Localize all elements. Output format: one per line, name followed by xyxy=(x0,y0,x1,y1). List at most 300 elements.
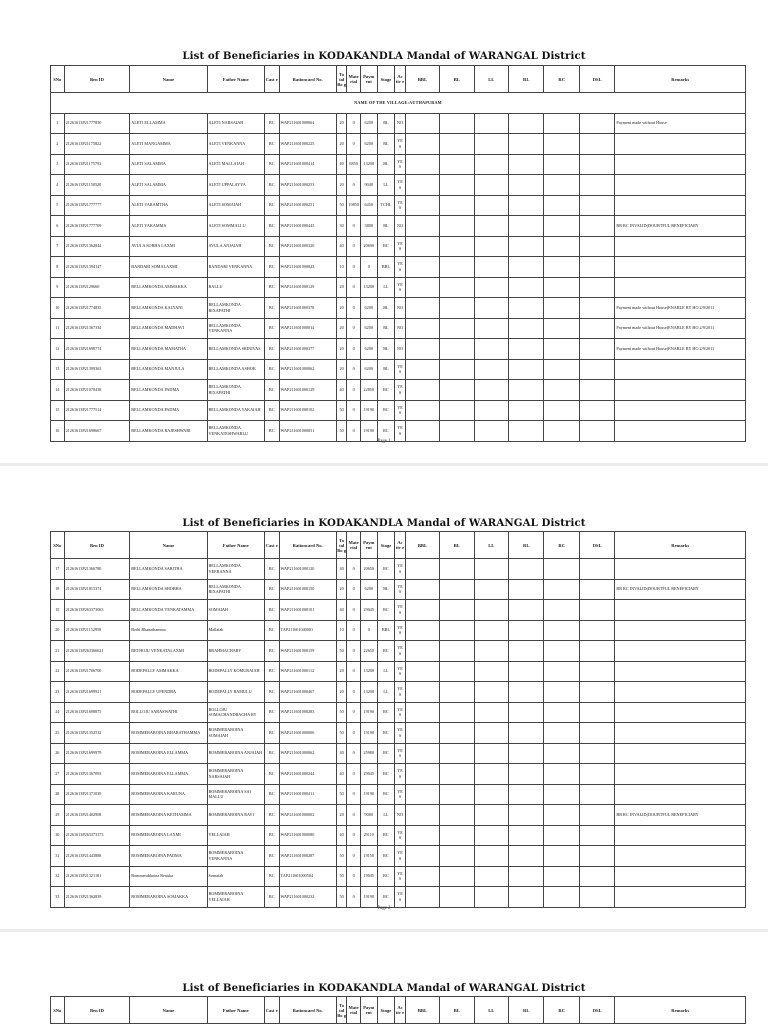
cell-payment: 13200 xyxy=(360,154,377,175)
table-row xyxy=(51,743,746,764)
cell-rationcard-no: WAP211601000101 xyxy=(279,600,336,621)
cell-remarks xyxy=(615,723,746,744)
cell-caste: BC xyxy=(264,866,279,887)
cell-dsl xyxy=(579,887,614,908)
cell-father-name: BANDARI VENKANNA xyxy=(207,257,264,278)
cell-rl xyxy=(509,236,544,257)
cell-name: ALETI YAKAMMA xyxy=(130,216,207,237)
cell-total-bog: 50 xyxy=(336,702,346,723)
cell-bbl xyxy=(405,620,439,641)
table-row xyxy=(51,846,746,867)
cell-caste: BC xyxy=(264,359,279,380)
page-title: List of Beneficiaries in KODAKANDLA Mandal of WARANGAL District xyxy=(182,982,586,994)
cell-rc xyxy=(544,339,579,360)
header-bl: BL xyxy=(440,66,474,93)
cell-sno: 23 xyxy=(51,682,65,703)
header-material: Mate rial xyxy=(347,532,361,559)
cell-sno: 5 xyxy=(51,195,65,216)
header-stage: Stage xyxy=(377,66,395,93)
table-row xyxy=(51,805,746,826)
cell-ll xyxy=(474,113,508,134)
header-dsl: DSL xyxy=(579,66,614,93)
cell-ben-id: 21261613P21175822 xyxy=(64,134,130,155)
cell-bbl xyxy=(405,723,439,744)
cell-payment: 20690 xyxy=(360,236,377,257)
header-bbl: BBL xyxy=(405,532,439,559)
cell-active: YE S xyxy=(395,421,405,442)
cell-rc xyxy=(544,641,579,662)
cell-total-bog: 20 xyxy=(336,805,346,826)
cell-stage: RC xyxy=(377,846,395,867)
header-ll: LL xyxy=(474,997,508,1024)
cell-name: BANDARI SOMALAXMI xyxy=(130,257,207,278)
cell-dsl xyxy=(579,579,614,600)
cell-bbl xyxy=(405,661,439,682)
cell-total-bog: 50 xyxy=(336,723,346,744)
cell-rc xyxy=(544,400,579,421)
cell-remarks xyxy=(615,887,746,908)
cell-rc xyxy=(544,134,579,155)
header-dsl: DSL xyxy=(579,532,614,559)
cell-rc xyxy=(544,277,579,298)
cell-dsl xyxy=(579,195,614,216)
page-number: Page 1 xyxy=(377,439,391,444)
header-dsl: DSL xyxy=(579,997,614,1024)
cell-caste: BC xyxy=(264,236,279,257)
cell-father-name: BOMMERABOINA SAI MALLU xyxy=(207,784,264,805)
cell-remarks xyxy=(615,175,746,196)
cell-rc xyxy=(544,887,579,908)
cell-bl xyxy=(440,216,474,237)
cell-rc xyxy=(544,579,579,600)
header-name: Name xyxy=(130,532,207,559)
cell-stage: RC xyxy=(377,825,395,846)
cell-sno: 14 xyxy=(51,380,65,401)
cell-ben-id: 21261613P263373063 xyxy=(64,600,130,621)
cell-sno: 30 xyxy=(51,825,65,846)
header-active: Ac tiv e xyxy=(395,66,405,93)
page-title: List of Beneficiaries in KODAKANDLA Mandal of WARANGAL District xyxy=(182,517,586,529)
cell-sno: 10 xyxy=(51,298,65,319)
cell-material: 0 xyxy=(347,421,361,442)
cell-total-bog: 50 xyxy=(336,400,346,421)
cell-ll xyxy=(474,825,508,846)
cell-name: BETHOJU VENKATALAXMI xyxy=(130,641,207,662)
cell-caste: BC xyxy=(264,380,279,401)
cell-rc xyxy=(544,318,579,339)
table-header-row xyxy=(51,997,746,1024)
cell-rl xyxy=(509,113,544,134)
cell-rl xyxy=(509,723,544,744)
cell-total-bog: 30 xyxy=(336,216,346,237)
beneficiaries-table xyxy=(50,65,746,442)
cell-bl xyxy=(440,682,474,703)
cell-stage: RC xyxy=(377,764,395,785)
cell-remarks xyxy=(615,195,746,216)
cell-stage: BL xyxy=(377,298,395,319)
cell-rationcard-no: WAP211601000287 xyxy=(279,846,336,867)
header-rl: RL xyxy=(509,997,544,1024)
cell-active: YE S xyxy=(395,846,405,867)
cell-father-name: BELLAMKONDA VENKANNA xyxy=(207,318,264,339)
table-row xyxy=(51,195,746,216)
cell-ll xyxy=(474,846,508,867)
cell-active: YE S xyxy=(395,764,405,785)
cell-sno: 12 xyxy=(51,339,65,360)
cell-payment: 29045 xyxy=(360,600,377,621)
cell-sno: 26 xyxy=(51,743,65,764)
cell-stage: RC xyxy=(377,600,395,621)
header-rl: RL xyxy=(509,532,544,559)
cell-remarks xyxy=(615,846,746,867)
cell-rc xyxy=(544,743,579,764)
cell-total-bog: 20 xyxy=(336,339,346,360)
cell-remarks xyxy=(615,359,746,380)
cell-father-name: BOMMERABOINA SOMAIAH xyxy=(207,723,264,744)
cell-name: BELLAMKONDA SHOBHA xyxy=(130,579,207,600)
cell-rl xyxy=(509,175,544,196)
cell-caste: BC xyxy=(264,723,279,744)
cell-bbl xyxy=(405,784,439,805)
cell-active: NO xyxy=(395,216,405,237)
cell-rc xyxy=(544,600,579,621)
header-total-bog: To tal Bo g xyxy=(336,532,346,559)
cell-name: Bommerabhoina Renuka xyxy=(130,866,207,887)
cell-caste: BC xyxy=(264,175,279,196)
cell-ben-id: 21261613P21777777 xyxy=(64,195,130,216)
header-bbl: BBL xyxy=(405,997,439,1024)
cell-rationcard-no: WAP211601000251 xyxy=(279,195,336,216)
cell-total-bog: 20 xyxy=(336,298,346,319)
table-row xyxy=(51,682,746,703)
cell-ben-id: 21261613P21362839 xyxy=(64,887,130,908)
header-name: Name xyxy=(130,66,207,93)
header-caste: Cast e xyxy=(264,532,279,559)
header-rc: RC xyxy=(544,997,579,1024)
cell-ben-id: 21261613P21443888 xyxy=(64,846,130,867)
cell-bl xyxy=(440,113,474,134)
cell-payment: 19190 xyxy=(360,702,377,723)
cell-dsl xyxy=(579,421,614,442)
cell-stage: BL xyxy=(377,359,395,380)
village-name: NAME OF THE VILLAGE:AUTHAPURAM xyxy=(51,93,746,114)
cell-ll xyxy=(474,400,508,421)
cell-active: YE S xyxy=(395,257,405,278)
header-rc: RC xyxy=(544,66,579,93)
header-stage: Stage xyxy=(377,532,395,559)
cell-bl xyxy=(440,641,474,662)
cell-ll xyxy=(474,421,508,442)
table-row xyxy=(51,380,746,401)
cell-rc xyxy=(544,825,579,846)
cell-name: BELLAMKONDA MADHAVI xyxy=(130,318,207,339)
cell-payment: 13200 xyxy=(360,277,377,298)
cell-stage: RC xyxy=(377,421,395,442)
cell-dsl xyxy=(579,236,614,257)
cell-name: BELLAMKONDA RAJESHWARI xyxy=(130,421,207,442)
cell-material: 0 xyxy=(347,400,361,421)
cell-bbl xyxy=(405,236,439,257)
cell-total-bog: 20 xyxy=(336,359,346,380)
cell-name: BELLAMKONDA SARITHA xyxy=(130,559,207,580)
cell-total-bog: 50 xyxy=(336,887,346,908)
header-rationcard-no: Rationcard No. xyxy=(279,66,336,93)
cell-active: YE S xyxy=(395,134,405,155)
cell-total-bog: 20 xyxy=(336,134,346,155)
cell-active: YE S xyxy=(395,400,405,421)
cell-stage: LL xyxy=(377,682,395,703)
cell-rationcard-no: WAP211601000129 xyxy=(279,277,336,298)
cell-rc xyxy=(544,236,579,257)
cell-total-bog: 20 xyxy=(336,661,346,682)
cell-bbl xyxy=(405,154,439,175)
page-title: List of Beneficiaries in KODAKANDLA Mandal of WARANGAL District xyxy=(182,50,586,62)
header-material: Mate rial xyxy=(347,997,361,1024)
cell-payment: 6200 xyxy=(360,134,377,155)
cell-ben-id: 21261613P263366621 xyxy=(64,641,130,662)
cell-rc xyxy=(544,559,579,580)
cell-rationcard-no: WAP211601000150 xyxy=(279,579,336,600)
table-row xyxy=(51,277,746,298)
cell-sno: 32 xyxy=(51,866,65,887)
cell-total-bog: 40 xyxy=(336,559,346,580)
cell-total-bog: 20 xyxy=(336,682,346,703)
cell-bbl xyxy=(405,134,439,155)
header-father-name: Father Name xyxy=(207,532,264,559)
cell-payment: 19190 xyxy=(360,723,377,744)
cell-name: AVULA SOBHA LAXMI xyxy=(130,236,207,257)
cell-ben-id: 21261613P21152958 xyxy=(64,620,130,641)
table-row xyxy=(51,236,746,257)
cell-father-name: BELLAMKONDA YAKAIAH xyxy=(207,400,264,421)
table-row xyxy=(51,661,746,682)
cell-name: BOMMERABOINA KARUNA xyxy=(130,784,207,805)
table-row xyxy=(51,641,746,662)
cell-rl xyxy=(509,764,544,785)
cell-rc xyxy=(544,661,579,682)
cell-stage: RC xyxy=(377,723,395,744)
table-row xyxy=(51,600,746,621)
cell-ll xyxy=(474,723,508,744)
cell-ll xyxy=(474,195,508,216)
cell-dsl xyxy=(579,825,614,846)
table-row xyxy=(51,298,746,319)
cell-stage: TCHL xyxy=(377,195,395,216)
cell-remarks xyxy=(615,400,746,421)
cell-ll xyxy=(474,743,508,764)
cell-caste: BC xyxy=(264,318,279,339)
cell-ll xyxy=(474,641,508,662)
table-row xyxy=(51,421,746,442)
cell-ll xyxy=(474,579,508,600)
cell-bl xyxy=(440,784,474,805)
cell-rationcard-no: WAP211601000225 xyxy=(279,134,336,155)
cell-father-name: BOMMERABOINA NARSAIAH xyxy=(207,764,264,785)
cell-rationcard-no: WAP211601000120 xyxy=(279,559,336,580)
cell-material: 0 xyxy=(347,113,361,134)
cell-ben-id: 21261613P263373373 xyxy=(64,825,130,846)
cell-ben-id: 21261613P21706700 xyxy=(64,661,130,682)
cell-remarks xyxy=(615,682,746,703)
cell-remarks xyxy=(615,661,746,682)
cell-dsl xyxy=(579,784,614,805)
page-1 xyxy=(0,0,768,463)
cell-ben-id: 21261613P21777514 xyxy=(64,400,130,421)
cell-father-name: BELLAMKONDA SRINIVAS xyxy=(207,339,264,360)
cell-sno: 6 xyxy=(51,216,65,237)
cell-material: 0 xyxy=(347,702,361,723)
header-total-bog: To tal Bo g xyxy=(336,66,346,93)
cell-ben-id: 21261613P21699921 xyxy=(64,682,130,703)
header-ben-id: Ben ID xyxy=(64,532,130,559)
cell-name: BELLAMKONDA MANJULA xyxy=(130,359,207,380)
cell-ll xyxy=(474,661,508,682)
cell-dsl xyxy=(579,620,614,641)
cell-name: BELLAMKONDA PADMA xyxy=(130,380,207,401)
cell-bbl xyxy=(405,846,439,867)
cell-rationcard-no: WAP211601000232 xyxy=(279,887,336,908)
header-bl: BL xyxy=(440,997,474,1024)
cell-sno: 17 xyxy=(51,559,65,580)
cell-rationcard-no: WAP211601000064 xyxy=(279,113,336,134)
cell-payment: 19045 xyxy=(360,866,377,887)
cell-dsl xyxy=(579,805,614,826)
cell-father-name: BODEPALLY KOMURAIAH xyxy=(207,661,264,682)
cell-rl xyxy=(509,134,544,155)
cell-rc xyxy=(544,257,579,278)
cell-material: 0 xyxy=(347,620,361,641)
cell-stage: RC xyxy=(377,641,395,662)
cell-bl xyxy=(440,805,474,826)
cell-rc xyxy=(544,154,579,175)
cell-bbl xyxy=(405,359,439,380)
cell-dsl xyxy=(579,216,614,237)
cell-caste: BC xyxy=(264,339,279,360)
cell-ll xyxy=(474,175,508,196)
cell-rl xyxy=(509,359,544,380)
cell-ben-id: 21261613P21078438 xyxy=(64,380,130,401)
cell-payment: 6200 xyxy=(360,298,377,319)
cell-father-name: BOMMERABOINA VENKANNA xyxy=(207,846,264,867)
cell-active: NO xyxy=(395,298,405,319)
cell-material: 0 xyxy=(347,846,361,867)
cell-rc xyxy=(544,195,579,216)
cell-rl xyxy=(509,298,544,319)
cell-bl xyxy=(440,195,474,216)
header-father-name: Father Name xyxy=(207,66,264,93)
header-remarks: Remarks xyxy=(615,997,746,1024)
cell-stage: RC xyxy=(377,236,395,257)
table-row xyxy=(51,887,746,908)
cell-payment: 6450 xyxy=(360,195,377,216)
cell-bl xyxy=(440,339,474,360)
cell-bl xyxy=(440,400,474,421)
cell-caste: BC xyxy=(264,764,279,785)
cell-ll xyxy=(474,277,508,298)
cell-remarks xyxy=(615,277,746,298)
cell-sno: 11 xyxy=(51,318,65,339)
cell-stage: BL xyxy=(377,318,395,339)
cell-stage: BL xyxy=(377,579,395,600)
cell-active: YE S xyxy=(395,559,405,580)
cell-father-name: ALETI UPPALAYYA xyxy=(207,175,264,196)
cell-bbl xyxy=(405,887,439,908)
cell-dsl xyxy=(579,359,614,380)
cell-rc xyxy=(544,298,579,319)
cell-remarks xyxy=(615,784,746,805)
cell-total-bog: 50 xyxy=(336,195,346,216)
cell-payment: 3800 xyxy=(360,216,377,237)
cell-rl xyxy=(509,682,544,703)
cell-ben-id: 21261613P21362844 xyxy=(64,236,130,257)
cell-father-name: ALETI MALLAIAH xyxy=(207,154,264,175)
cell-rationcard-no: WAP211601000112 xyxy=(279,661,336,682)
cell-caste: BC xyxy=(264,825,279,846)
cell-rl xyxy=(509,318,544,339)
cell-name: Bethi Bhanathamma xyxy=(130,620,207,641)
cell-rc xyxy=(544,216,579,237)
cell-total-bog: 40 xyxy=(336,764,346,785)
cell-material: 0 xyxy=(347,277,361,298)
cell-name: BELLAMKONDA KALYANI xyxy=(130,298,207,319)
cell-sno: 22 xyxy=(51,661,65,682)
cell-rl xyxy=(509,600,544,621)
cell-payment: 6200 xyxy=(360,339,377,360)
cell-rl xyxy=(509,805,544,826)
table-row xyxy=(51,825,746,846)
header-father-name: Father Name xyxy=(207,997,264,1024)
table-row xyxy=(51,175,746,196)
cell-bbl xyxy=(405,216,439,237)
cell-rationcard-no: WAP211601000080 xyxy=(279,825,336,846)
cell-bbl xyxy=(405,825,439,846)
cell-caste: BC xyxy=(264,257,279,278)
cell-caste: BC xyxy=(264,579,279,600)
cell-total-bog: 50 xyxy=(336,866,346,887)
cell-bbl xyxy=(405,559,439,580)
cell-material: 0 xyxy=(347,359,361,380)
cell-payment: 19190 xyxy=(360,421,377,442)
cell-sno: 16 xyxy=(51,421,65,442)
cell-sno: 13 xyxy=(51,359,65,380)
cell-ben-id: 21261613P21175793 xyxy=(64,154,130,175)
cell-ben-id: 21261613P21698774 xyxy=(64,339,130,360)
cell-bl xyxy=(440,380,474,401)
cell-rl xyxy=(509,216,544,237)
cell-stage: BL xyxy=(377,154,395,175)
village-row xyxy=(51,93,746,114)
page-number: Page 2 xyxy=(377,906,391,911)
cell-caste: BC xyxy=(264,661,279,682)
cell-ben-id: 21261613P21321181 xyxy=(64,866,130,887)
cell-material: 0 xyxy=(347,805,361,826)
cell-rc xyxy=(544,702,579,723)
cell-caste: BC xyxy=(264,641,279,662)
cell-total-bog: 20 xyxy=(336,579,346,600)
cell-dsl xyxy=(579,682,614,703)
cell-bl xyxy=(440,579,474,600)
cell-ll xyxy=(474,216,508,237)
cell-dsl xyxy=(579,702,614,723)
cell-bl xyxy=(440,887,474,908)
cell-father-name: Mallaiah xyxy=(207,620,264,641)
cell-rl xyxy=(509,846,544,867)
cell-bl xyxy=(440,318,474,339)
cell-rationcard-no: WAP211601000062 xyxy=(279,743,336,764)
cell-father-name: BELLAMKONDA VEERANNA xyxy=(207,559,264,580)
cell-total-bog: 50 xyxy=(336,641,346,662)
cell-dsl xyxy=(579,743,614,764)
